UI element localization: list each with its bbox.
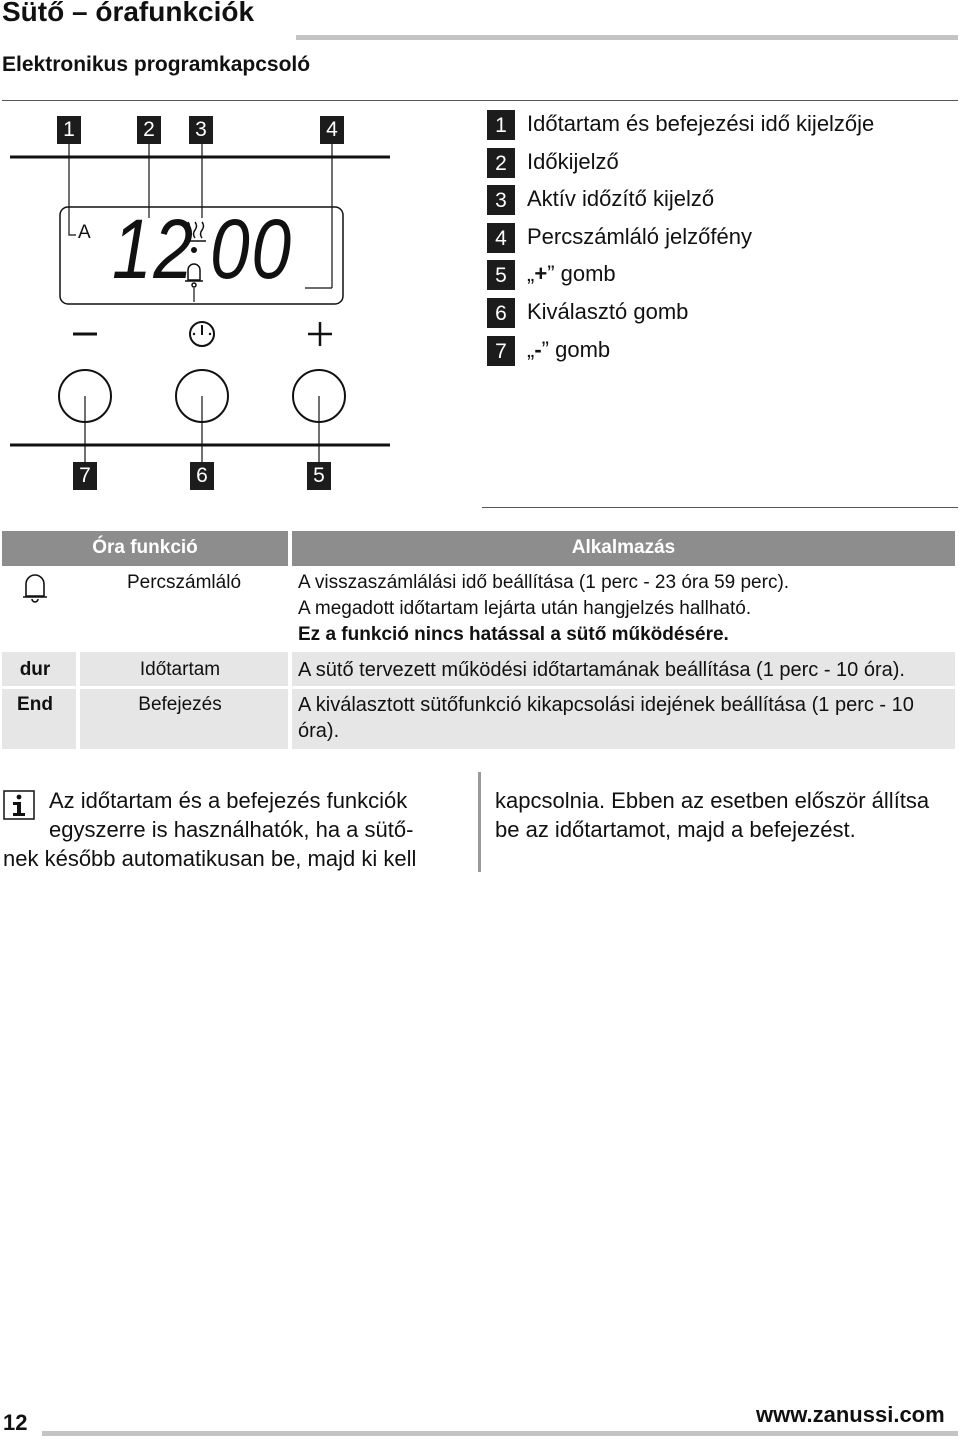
page-number: 12 bbox=[3, 1410, 28, 1435]
legend-text: Kiválasztó gomb bbox=[527, 299, 689, 324]
quote-open: „ bbox=[527, 261, 535, 286]
section-subtitle: Elektronikus programkapcsoló bbox=[2, 53, 311, 76]
display-label-a: A bbox=[78, 222, 91, 243]
callout-2: 2 bbox=[137, 116, 161, 144]
callout-7: 7 bbox=[73, 462, 97, 490]
application-text-line: A visszaszámlálási idő beállítása (1 perc - 23 óra 59 perc). bbox=[298, 572, 790, 593]
legend-text bbox=[527, 336, 610, 364]
function-symbol-end: End bbox=[17, 694, 53, 715]
legend-number: 4 bbox=[487, 223, 515, 253]
display-digits-minutes: 00 bbox=[210, 202, 293, 296]
application-text-line: óra). bbox=[298, 720, 340, 742]
bell-icon bbox=[20, 570, 50, 609]
website-link[interactable]: www.zanussi.com bbox=[756, 1402, 945, 1427]
legend-number: 6 bbox=[487, 298, 515, 328]
legend-number: 1 bbox=[487, 110, 515, 140]
title-rule bbox=[296, 35, 958, 40]
legend-number: 3 bbox=[487, 185, 515, 215]
footer-rule bbox=[42, 1431, 958, 1436]
function-symbol-dur: dur bbox=[19, 659, 51, 680]
legend-text: Aktív időzítő kijelző bbox=[527, 186, 715, 211]
divider-mid bbox=[482, 507, 958, 508]
callout-1: 1 bbox=[57, 116, 81, 144]
legend-number: 5 bbox=[487, 260, 515, 290]
control-panel-diagram bbox=[0, 100, 480, 500]
legend-text: Időtartam és befejezési idő kijelzője bbox=[527, 111, 875, 136]
info-text-line: egyszerre is használhatók, ha a sütő- bbox=[49, 817, 414, 842]
legend-text: Percszámláló jelzőfény bbox=[527, 224, 752, 249]
page-title: Sütő – órafunkciók bbox=[2, 0, 255, 27]
table-header-function: Óra funkció bbox=[2, 531, 288, 566]
callout-5: 5 bbox=[307, 462, 331, 490]
info-text-line: nek később automatikusan be, majd ki kell bbox=[3, 846, 417, 871]
table-header-application: Alkalmazás bbox=[292, 531, 955, 566]
application-text-line: A megadott időtartam lejárta után hangjelzés hallható. bbox=[298, 598, 752, 619]
clock-icon bbox=[190, 322, 214, 346]
legend-text: Időkijelző bbox=[527, 149, 619, 174]
info-text-line: be az időtartamot, majd a befejezést. bbox=[495, 817, 856, 842]
info-text-line: kapcsolnia. Ebben az esetben először állítsa bbox=[495, 788, 930, 813]
panel-illustration bbox=[0, 100, 480, 500]
legend-suffix: ” gomb bbox=[547, 261, 616, 286]
legend-text bbox=[527, 260, 616, 288]
column-divider bbox=[478, 772, 481, 872]
callout-6: 6 bbox=[190, 462, 214, 490]
application-text-line: A kiválasztott sütőfunkció kikapcsolási idejének beállítása (1 perc - 10 bbox=[298, 694, 914, 716]
function-name-duration: Időtartam bbox=[139, 659, 221, 680]
application-text-line: A sütő tervezett működési időtartamának beállítása (1 perc - 10 óra). bbox=[298, 659, 905, 681]
plus-icon bbox=[308, 322, 332, 346]
quote-open: „ bbox=[527, 337, 535, 362]
application-text-bold: Ez a funkció nincs hatással a sütő működésére. bbox=[298, 624, 729, 645]
legend-number: 2 bbox=[487, 148, 515, 178]
minus-symbol: - bbox=[534, 337, 542, 362]
display-digits-hours: 12 bbox=[112, 202, 195, 296]
function-name-end: Befejezés bbox=[138, 694, 222, 715]
function-name-timer: Percszámláló bbox=[126, 572, 242, 593]
legend-suffix: ” gomb bbox=[541, 337, 611, 362]
callout-3: 3 bbox=[189, 116, 213, 144]
info-text-line: Az időtartam és a befejezés funkciók bbox=[49, 788, 408, 813]
info-icon bbox=[3, 790, 35, 825]
plus-symbol: + bbox=[534, 261, 548, 286]
callout-4: 4 bbox=[320, 116, 344, 144]
legend-number: 7 bbox=[487, 336, 515, 366]
